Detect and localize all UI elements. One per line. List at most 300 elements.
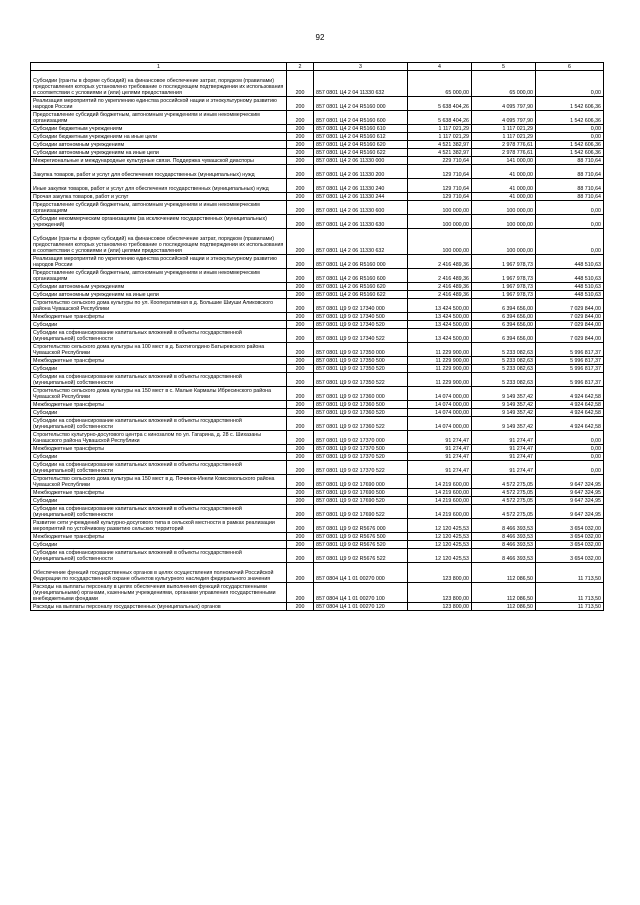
row-amount-planned-cell: 100 000,00 [408,229,472,255]
row-amount-planned-cell: 4 521 382,97 [408,149,472,157]
row-amount-planned-cell: 11 229 900,00 [408,357,472,365]
row-name-cell: Межбюджетные трансферты [31,533,287,541]
row-amount-executed-cell: 8 466 393,53 [472,541,536,549]
row-amount-remaining-cell: 5 996 817,37 [536,365,604,373]
row-amount-remaining-cell: 0,00 [536,133,604,141]
row-kbk-cell: 857 0801 Ц4 2 06 11330 200 [314,165,408,179]
row-name-cell: Межрегиональные и международные культурные связи. Поддержка чувашской диаспоры [31,157,287,165]
row-code-cell: 200 [287,299,314,313]
row-code-cell: 200 [287,215,314,229]
table-row [31,563,604,583]
row-amount-executed-cell: 91 274,47 [472,453,536,461]
row-amount-remaining-cell: 1 542 606,36 [536,149,604,157]
row-amount-remaining-cell: 1 542 606,36 [536,111,604,125]
row-code-cell: 200 [287,519,314,533]
row-amount-planned-cell: 91 274,47 [408,445,472,453]
row-name-cell: Строительство сельского дома культуры на 100 мест в д. Бахтиголдино Батыревского района Чувашской Республики [31,343,287,357]
row-code-cell: 200 [287,453,314,461]
row-name-cell: Субсидии некоммерческим организациям (за исключением государственных (муниципальных) учреждений) [31,215,287,229]
row-name-cell: Субсидии автономным учреждениям [31,141,287,149]
row-amount-executed-cell: 8 466 393,53 [472,533,536,541]
row-kbk-cell: 857 0801 Ц4 2 06 11330 600 [314,201,408,215]
row-code-cell: 200 [287,373,314,387]
table-row [31,373,604,387]
row-code-cell: 200 [287,149,314,157]
row-name-cell: Расходы на выплаты персоналу государственных (муниципальных) органов [31,603,287,611]
row-name-cell: Субсидии на софинансирование капитальных вложений в объекты государственной (муниципальной) собственности [31,417,287,431]
row-code-cell: 200 [287,461,314,475]
row-amount-executed-cell: 5 233 082,63 [472,373,536,387]
row-amount-remaining-cell: 0,00 [536,229,604,255]
table-row [31,401,604,409]
row-amount-remaining-cell: 5 996 817,37 [536,357,604,365]
table-body [31,71,604,611]
row-name-cell: Предоставление субсидий бюджетным, автономным учреждениям и иным некоммерческим организациям [31,201,287,215]
row-kbk-cell: 857 0801 Ц9 9 02 17340 522 [314,329,408,343]
row-code-cell: 200 [287,343,314,357]
table-row [31,583,604,603]
row-kbk-cell: 857 0801 Ц4 2 06 11330 244 [314,193,408,201]
row-code-cell: 200 [287,549,314,563]
page-number: 92 [315,33,325,42]
table-row [31,283,604,291]
row-name-cell: Субсидии [31,409,287,417]
row-kbk-cell: 857 0801 Ц4 2 04 R5160 600 [314,111,408,125]
row-kbk-cell: 857 0801 Ц4 2 06 R5160 600 [314,269,408,283]
row-amount-remaining-cell: 4 924 642,58 [536,409,604,417]
table-row [31,519,604,533]
row-amount-remaining-cell: 5 996 817,37 [536,373,604,387]
table-row [31,313,604,321]
table-row [31,141,604,149]
row-amount-executed-cell: 2 978 776,61 [472,149,536,157]
row-name-cell: Субсидии [31,453,287,461]
row-amount-executed-cell: 5 233 082,63 [472,357,536,365]
row-kbk-cell: 857 0801 Ц4 2 06 11330 632 [314,229,408,255]
row-amount-executed-cell: 112 086,50 [472,603,536,611]
row-amount-remaining-cell: 3 654 032,00 [536,549,604,563]
row-amount-planned-cell: 11 229 900,00 [408,365,472,373]
row-name-cell: Субсидии бюджетным учреждениям [31,125,287,133]
row-amount-planned-cell: 14 219 600,00 [408,475,472,489]
row-amount-remaining-cell: 3 654 032,00 [536,541,604,549]
row-amount-executed-cell: 100 000,00 [472,229,536,255]
row-name-cell: Закупка товаров, работ и услуг для обеспечения государственных (муниципальных) нужд [31,165,287,179]
row-amount-remaining-cell: 7 029 844,00 [536,321,604,329]
row-kbk-cell: 857 0801 Ц9 9 02 R5676 522 [314,549,408,563]
row-kbk-cell: 857 0801 Ц9 9 02 17360 522 [314,417,408,431]
row-amount-executed-cell: 8 466 393,53 [472,549,536,563]
row-amount-planned-cell: 14 219 600,00 [408,489,472,497]
row-amount-remaining-cell: 448 510,63 [536,269,604,283]
row-kbk-cell: 857 0801 Ц4 2 06 11330 240 [314,179,408,193]
row-kbk-cell: 857 0801 Ц9 9 02 17360 520 [314,409,408,417]
row-amount-remaining-cell: 11 713,50 [536,603,604,611]
row-amount-remaining-cell: 3 654 032,00 [536,533,604,541]
row-amount-remaining-cell: 448 510,63 [536,255,604,269]
row-amount-planned-cell: 14 219 600,00 [408,497,472,505]
row-amount-executed-cell: 5 233 082,63 [472,365,536,373]
table-row [31,489,604,497]
row-name-cell: Обеспечение функций государственных органов в целях осуществления полномочий Российской Федерации по государственной охране объектов культурного наследия федерального значения [31,563,287,583]
row-name-cell: Развитие сети учреждений культурно-досугового типа в сельской местности в рамках реализации мероприятий по устойчивому развитию сельских территорий [31,519,287,533]
row-kbk-cell: 857 0804 Ц4 1 01 00270 120 [314,603,408,611]
row-code-cell: 200 [287,445,314,453]
row-code-cell: 200 [287,313,314,321]
row-amount-planned-cell: 2 416 489,36 [408,283,472,291]
row-amount-executed-cell: 4 572 275,05 [472,505,536,519]
table-row [31,255,604,269]
row-code-cell: 200 [287,475,314,489]
row-amount-remaining-cell: 88 710,64 [536,193,604,201]
row-code-cell: 200 [287,329,314,343]
row-amount-executed-cell: 6 394 656,00 [472,299,536,313]
row-amount-remaining-cell: 5 996 817,37 [536,343,604,357]
row-amount-planned-cell: 65 000,00 [408,71,472,97]
row-name-cell: Предоставление субсидий бюджетным, автономным учреждениям и иным некоммерческим организациям [31,111,287,125]
table-row [31,97,604,111]
table-row [31,321,604,329]
row-amount-executed-cell: 112 086,50 [472,583,536,603]
row-name-cell: Субсидии [31,321,287,329]
row-amount-remaining-cell: 0,00 [536,215,604,229]
row-name-cell: Субсидии [31,541,287,549]
row-amount-planned-cell: 91 274,47 [408,461,472,475]
table-row [31,215,604,229]
row-amount-planned-cell: 129 710,64 [408,179,472,193]
table-row [31,193,604,201]
row-code-cell: 200 [287,133,314,141]
row-amount-executed-cell: 4 095 797,90 [472,111,536,125]
table-row [31,229,604,255]
row-amount-executed-cell: 9 149 357,42 [472,409,536,417]
row-kbk-cell: 857 0801 Ц4 2 06 R5160 622 [314,291,408,299]
row-kbk-cell: 857 0801 Ц4 2 04 R5160 620 [314,141,408,149]
row-code-cell: 200 [287,541,314,549]
row-amount-executed-cell: 4 572 275,05 [472,475,536,489]
row-kbk-cell: 857 0801 Ц4 2 04 R5160 610 [314,125,408,133]
row-kbk-cell: 857 0801 Ц4 2 06 11330 000 [314,157,408,165]
table-row [31,409,604,417]
row-amount-planned-cell: 100 000,00 [408,201,472,215]
table-row [31,431,604,445]
row-name-cell: Межбюджетные трансферты [31,313,287,321]
row-name-cell: Строительство сельского дома культуры на 150 мест в с. Малые Кармалы Ибресинского района Чувашской Республики [31,387,287,401]
row-amount-planned-cell: 13 424 500,00 [408,329,472,343]
table-row [31,357,604,365]
row-code-cell: 200 [287,97,314,111]
row-code-cell: 200 [287,431,314,445]
row-name-cell: Субсидии (гранты в форме субсидий) на финансовое обеспечение затрат, порядком (правилами) предоставления которых установлено требование о последующем подтверждении их использования в соответствии с условиями и (или) целями предоставления [31,71,287,97]
table-row [31,343,604,357]
row-name-cell: Реализация мероприятий по укреплению единства российской нации и этнокультурному развитию народов России [31,255,287,269]
table-row [31,149,604,157]
table-row [31,475,604,489]
row-code-cell: 200 [287,283,314,291]
row-name-cell: Субсидии [31,497,287,505]
table-row [31,461,604,475]
row-kbk-cell: 857 0801 Ц9 9 02 17340 520 [314,321,408,329]
row-name-cell: Строительство культурно-досугового центра с кинозалом по ул. Гагарина, д. 28 с. Шихазаны Канашского района Чувашской Республики [31,431,287,445]
row-code-cell: 200 [287,179,314,193]
table-row [31,125,604,133]
row-amount-planned-cell: 123 800,00 [408,583,472,603]
row-amount-remaining-cell: 4 924 642,58 [536,387,604,401]
row-name-cell: Субсидии [31,365,287,373]
row-code-cell: 200 [287,563,314,583]
row-amount-remaining-cell: 3 654 032,00 [536,519,604,533]
row-kbk-cell: 857 0801 Ц4 2 04 R5160 612 [314,133,408,141]
table-row [31,157,604,165]
row-kbk-cell: 857 0801 Ц9 9 02 17350 500 [314,357,408,365]
table-row [31,603,604,611]
row-amount-executed-cell: 1 967 978,73 [472,269,536,283]
row-code-cell: 200 [287,365,314,373]
row-amount-planned-cell: 1 117 021,29 [408,125,472,133]
row-amount-planned-cell: 129 710,64 [408,193,472,201]
row-amount-remaining-cell: 1 542 606,36 [536,97,604,111]
row-amount-executed-cell: 5 233 082,63 [472,343,536,357]
row-kbk-cell: 857 0801 Ц9 9 02 17360 000 [314,387,408,401]
row-amount-executed-cell: 1 117 021,29 [472,125,536,133]
row-amount-executed-cell: 141 000,00 [472,157,536,165]
row-name-cell: Субсидии (гранты в форме субсидий) на финансовое обеспечение затрат, порядком (правилами) предоставления которых установлено требование о последующем подтверждении их использования в соответствии с условиями и (или) целями предоставления [31,229,287,255]
row-amount-executed-cell: 6 394 656,00 [472,329,536,343]
row-code-cell: 200 [287,193,314,201]
row-amount-remaining-cell: 9 647 324,95 [536,475,604,489]
row-kbk-cell: 857 0801 Ц4 2 04 R5160 622 [314,149,408,157]
row-amount-planned-cell: 5 638 404,26 [408,97,472,111]
table-row [31,445,604,453]
row-amount-planned-cell: 123 800,00 [408,563,472,583]
row-name-cell: Строительство сельского дома культуры по ул. Кооперативная в д. Большие Шиуши Аликовского района Чувашской Республики [31,299,287,313]
row-kbk-cell: 857 0801 Ц4 2 04 R5160 000 [314,97,408,111]
table-row [31,497,604,505]
row-amount-executed-cell: 2 978 776,61 [472,141,536,149]
row-amount-remaining-cell: 7 029 844,00 [536,299,604,313]
row-kbk-cell: 857 0801 Ц4 2 06 R5160 620 [314,283,408,291]
row-amount-planned-cell: 100 000,00 [408,215,472,229]
row-amount-executed-cell: 4 095 797,90 [472,97,536,111]
row-amount-remaining-cell: 7 029 844,00 [536,329,604,343]
row-code-cell: 200 [287,387,314,401]
row-amount-remaining-cell: 0,00 [536,125,604,133]
row-amount-executed-cell: 41 000,00 [472,193,536,201]
row-name-cell: Расходы на выплаты персоналу в целях обеспечения выполнения функций государственными (муниципальными) органами, казенными учреждениями, органами управления государственными внебюджетными фондами [31,583,287,603]
table-row [31,365,604,373]
row-amount-executed-cell: 91 274,47 [472,461,536,475]
row-code-cell: 200 [287,497,314,505]
row-amount-planned-cell: 13 424 500,00 [408,313,472,321]
row-kbk-cell: 857 0801 Ц4 2 04 11330 632 [314,71,408,97]
row-name-cell: Прочая закупка товаров, работ и услуг [31,193,287,201]
row-amount-planned-cell: 129 710,64 [408,165,472,179]
row-kbk-cell: 857 0801 Ц9 9 02 R5676 500 [314,533,408,541]
row-amount-planned-cell: 13 424 500,00 [408,299,472,313]
row-amount-executed-cell: 9 149 357,42 [472,401,536,409]
row-name-cell: Субсидии на софинансирование капитальных вложений в объекты государственной (муниципальной) собственности [31,549,287,563]
table-row [31,387,604,401]
row-code-cell: 200 [287,201,314,215]
row-amount-executed-cell: 112 086,50 [472,563,536,583]
row-amount-executed-cell: 41 000,00 [472,179,536,193]
row-amount-executed-cell: 100 000,00 [472,215,536,229]
row-code-cell: 200 [287,269,314,283]
row-amount-executed-cell: 4 572 275,05 [472,497,536,505]
table-row [31,417,604,431]
row-amount-remaining-cell: 0,00 [536,431,604,445]
row-amount-planned-cell: 13 424 500,00 [408,321,472,329]
column-header: 3 [314,63,408,71]
row-kbk-cell: 857 0801 Ц9 9 02 17370 000 [314,431,408,445]
row-kbk-cell: 857 0801 Ц9 9 02 17690 000 [314,475,408,489]
row-amount-planned-cell: 91 274,47 [408,453,472,461]
row-code-cell: 200 [287,321,314,329]
row-amount-planned-cell: 4 521 382,97 [408,141,472,149]
table-row [31,299,604,313]
row-kbk-cell: 857 0801 Ц9 9 02 17370 520 [314,453,408,461]
row-amount-planned-cell: 1 117 021,29 [408,133,472,141]
row-name-cell: Субсидии автономным учреждениям [31,283,287,291]
row-code-cell: 200 [287,603,314,611]
row-code-cell: 200 [287,489,314,497]
row-amount-planned-cell: 14 074 000,00 [408,409,472,417]
row-name-cell: Субсидии на софинансирование капитальных вложений в объекты государственной (муниципальной) собственности [31,329,287,343]
row-code-cell: 200 [287,125,314,133]
row-code-cell: 200 [287,111,314,125]
table-row [31,549,604,563]
table-row [31,71,604,97]
row-amount-remaining-cell: 0,00 [536,461,604,475]
row-amount-remaining-cell: 0,00 [536,71,604,97]
row-amount-planned-cell: 123 800,00 [408,603,472,611]
row-code-cell: 200 [287,357,314,365]
table-row [31,201,604,215]
row-amount-planned-cell: 2 416 489,36 [408,291,472,299]
row-amount-remaining-cell: 11 713,50 [536,563,604,583]
row-amount-remaining-cell: 7 029 844,00 [536,313,604,321]
row-amount-remaining-cell: 9 647 324,95 [536,505,604,519]
row-name-cell: Межбюджетные трансферты [31,401,287,409]
column-header: 4 [408,63,472,71]
row-amount-executed-cell: 65 000,00 [472,71,536,97]
row-amount-planned-cell: 14 074 000,00 [408,387,472,401]
table-row [31,329,604,343]
row-code-cell: 200 [287,255,314,269]
row-code-cell: 200 [287,291,314,299]
table-row [31,165,604,179]
column-header: 2 [287,63,314,71]
row-kbk-cell: 857 0801 Ц9 9 02 17340 000 [314,299,408,313]
row-name-cell: Субсидии на софинансирование капитальных вложений в объекты государственной (муниципальной) собственности [31,461,287,475]
row-kbk-cell: 857 0801 Ц4 2 06 11330 630 [314,215,408,229]
row-amount-executed-cell: 91 274,47 [472,431,536,445]
row-code-cell: 200 [287,71,314,97]
row-code-cell: 200 [287,141,314,149]
table-row [31,179,604,193]
column-header: 6 [536,63,604,71]
row-code-cell: 200 [287,229,314,255]
row-kbk-cell: 857 0801 Ц9 9 02 R5676 520 [314,541,408,549]
table-row [31,133,604,141]
row-amount-executed-cell: 91 274,47 [472,445,536,453]
row-amount-planned-cell: 2 416 489,36 [408,255,472,269]
row-amount-planned-cell: 12 120 425,53 [408,549,472,563]
row-amount-executed-cell: 41 000,00 [472,165,536,179]
row-amount-remaining-cell: 88 710,64 [536,179,604,193]
row-amount-planned-cell: 2 416 489,36 [408,269,472,283]
row-amount-remaining-cell: 9 647 324,95 [536,497,604,505]
row-kbk-cell: 857 0801 Ц9 9 02 17360 500 [314,401,408,409]
row-amount-remaining-cell: 88 710,64 [536,165,604,179]
row-amount-executed-cell: 9 149 357,42 [472,417,536,431]
row-amount-remaining-cell: 11 713,50 [536,583,604,603]
row-amount-planned-cell: 12 120 425,53 [408,533,472,541]
row-code-cell: 200 [287,409,314,417]
row-amount-executed-cell: 1 117 021,29 [472,133,536,141]
row-kbk-cell: 857 0801 Ц9 9 02 17350 520 [314,365,408,373]
row-name-cell: Реализация мероприятий по укреплению единства российской нации и этнокультурному развитию народов России [31,97,287,111]
row-amount-executed-cell: 4 572 275,05 [472,489,536,497]
row-amount-planned-cell: 14 219 600,00 [408,505,472,519]
row-code-cell: 200 [287,401,314,409]
row-kbk-cell: 857 0804 Ц4 1 01 00270 100 [314,583,408,603]
row-amount-executed-cell: 9 149 357,42 [472,387,536,401]
row-name-cell: Субсидии на софинансирование капитальных вложений в объекты государственной (муниципальной) собственности [31,373,287,387]
row-amount-planned-cell: 11 229 900,00 [408,373,472,387]
row-amount-remaining-cell: 0,00 [536,453,604,461]
row-code-cell: 200 [287,165,314,179]
row-kbk-cell: 857 0801 Ц4 2 06 R5160 000 [314,255,408,269]
row-amount-remaining-cell: 448 510,63 [536,283,604,291]
row-name-cell: Межбюджетные трансферты [31,489,287,497]
row-kbk-cell: 857 0801 Ц9 9 02 17340 500 [314,313,408,321]
row-amount-executed-cell: 1 967 978,73 [472,283,536,291]
row-amount-remaining-cell: 0,00 [536,201,604,215]
row-amount-remaining-cell: 0,00 [536,445,604,453]
column-header: 1 [31,63,287,71]
row-amount-remaining-cell: 4 924 642,58 [536,417,604,431]
row-amount-executed-cell: 6 394 656,00 [472,313,536,321]
row-amount-remaining-cell: 4 924 642,58 [536,401,604,409]
row-name-cell: Межбюджетные трансферты [31,445,287,453]
row-amount-planned-cell: 5 638 404,26 [408,111,472,125]
row-kbk-cell: 857 0801 Ц9 9 02 17370 522 [314,461,408,475]
row-amount-executed-cell: 1 967 978,73 [472,291,536,299]
row-amount-remaining-cell: 9 647 324,95 [536,489,604,497]
table-row [31,453,604,461]
row-kbk-cell: 857 0804 Ц4 1 01 00270 000 [314,563,408,583]
row-name-cell: Субсидии на софинансирование капитальных вложений в объекты государственной (муниципальной) собственности [31,505,287,519]
row-name-cell: Субсидии автономным учреждениям на иные цели [31,149,287,157]
row-code-cell: 200 [287,157,314,165]
row-amount-remaining-cell: 88 710,64 [536,157,604,165]
row-kbk-cell: 857 0801 Ц9 9 02 17690 520 [314,497,408,505]
row-name-cell: Межбюджетные трансферты [31,357,287,365]
row-code-cell: 200 [287,505,314,519]
row-code-cell: 200 [287,583,314,603]
row-amount-planned-cell: 229 710,64 [408,157,472,165]
row-amount-executed-cell: 100 000,00 [472,201,536,215]
table-row [31,269,604,283]
row-code-cell: 200 [287,417,314,431]
row-kbk-cell: 857 0801 Ц9 9 02 17350 522 [314,373,408,387]
row-kbk-cell: 857 0801 Ц9 9 02 17690 500 [314,489,408,497]
row-name-cell: Субсидии автономным учреждениям на иные цели [31,291,287,299]
table-row [31,533,604,541]
row-kbk-cell: 857 0801 Ц9 9 02 17690 522 [314,505,408,519]
row-amount-planned-cell: 12 120 425,53 [408,519,472,533]
